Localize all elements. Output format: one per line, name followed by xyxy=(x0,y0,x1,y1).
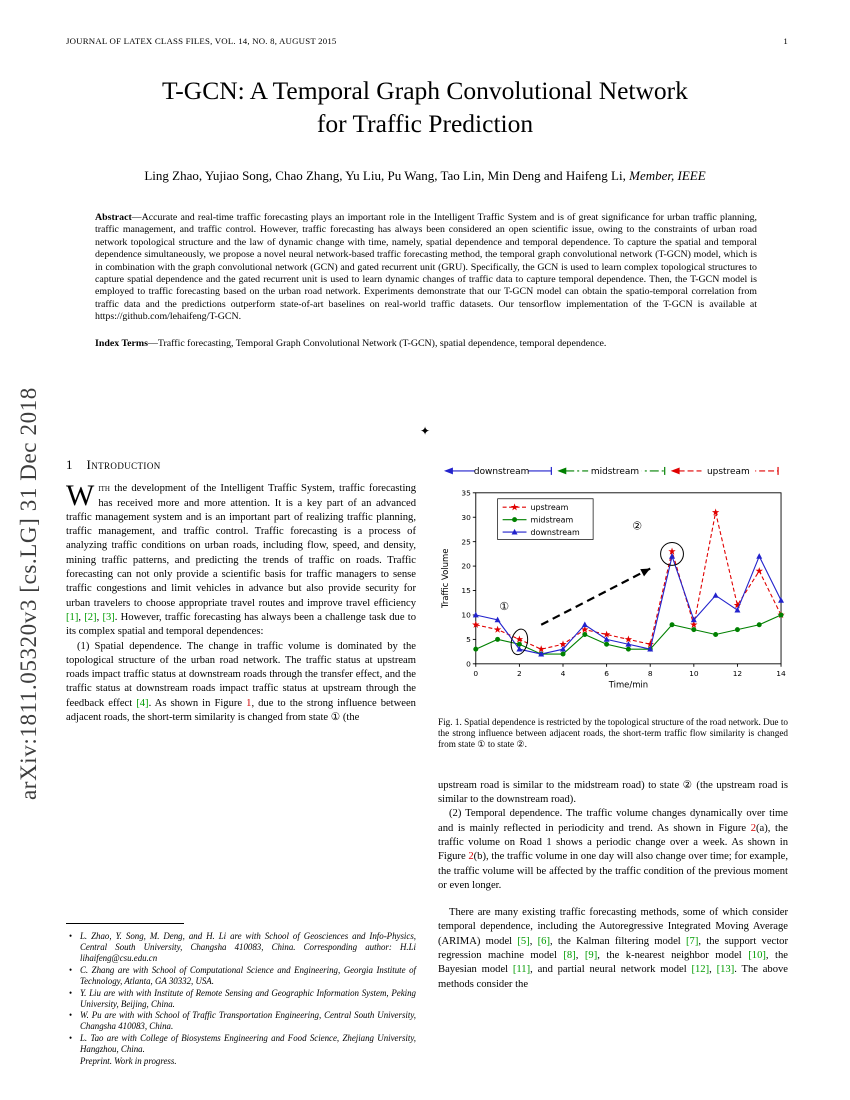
front-matter xyxy=(95,212,757,350)
citation-link[interactable]: [8] xyxy=(563,950,576,962)
svg-text:①: ① xyxy=(499,600,510,614)
index-terms xyxy=(95,338,757,350)
svg-text:2: 2 xyxy=(517,668,522,678)
figure-ref-link[interactable]: 1 xyxy=(246,697,252,709)
svg-text:0: 0 xyxy=(473,668,479,678)
text-segment: ith xyxy=(98,483,110,495)
svg-text:4: 4 xyxy=(560,668,566,678)
svg-text:upstream: upstream xyxy=(530,502,569,512)
svg-text:downstream: downstream xyxy=(473,466,530,477)
citation-link[interactable]: [3] xyxy=(102,611,115,623)
svg-text:14: 14 xyxy=(776,668,786,678)
diamond-separator: ✦ xyxy=(419,424,431,438)
svg-text:5: 5 xyxy=(466,634,471,644)
citation-link[interactable]: [1] xyxy=(66,611,79,623)
figure-ref-link[interactable]: 2 xyxy=(468,851,474,863)
svg-text:0: 0 xyxy=(466,659,471,669)
text-segment: —Traffic forecasting, Temporal Graph Convolutional Network (T-GCN), spatial dependence, temporal dependence. xyxy=(147,337,607,349)
text-segment: Member, IEEE xyxy=(629,168,706,183)
authors-line xyxy=(0,168,850,184)
text-segment: , xyxy=(709,964,717,976)
svg-text:Time/min: Time/min xyxy=(608,679,649,690)
citation-link[interactable]: [13] xyxy=(716,964,735,976)
svg-text:12: 12 xyxy=(732,668,743,678)
svg-text:midstream: midstream xyxy=(530,515,574,525)
citation-link[interactable]: [12] xyxy=(691,964,710,976)
text-segment: , the Kalman filtering model xyxy=(550,935,687,947)
text-segment: , and partial neural network model xyxy=(530,964,692,976)
text-segment: , xyxy=(96,611,103,623)
paper-title xyxy=(0,74,850,140)
svg-text:10: 10 xyxy=(461,610,471,620)
footnote-rule xyxy=(66,923,184,924)
text-segment: Ling Zhao, Yujiao Song, Chao Zhang, Yu Liu, Pu Wang, Tao Lin, Min Deng and Haifeng Li, xyxy=(144,168,630,183)
text-segment: , xyxy=(575,950,585,962)
running-header xyxy=(66,36,788,46)
svg-text:6: 6 xyxy=(604,668,609,678)
citation-link[interactable]: [7] xyxy=(686,935,699,947)
left-column xyxy=(66,455,416,1067)
section-heading-introduction xyxy=(66,458,416,472)
citation-link[interactable]: [2] xyxy=(84,611,97,623)
abstract xyxy=(95,212,757,324)
text-segment: Fig. 1. Spatial dependence is restricted by the topological structure of the road network. Due to the strong influence between adjacent roads, the short-term traffic flow similarity is changed from state ① to state ②. xyxy=(438,716,788,750)
text-segment: W xyxy=(66,479,95,513)
footnote-3: • Y. Liu are with with Institute of Remote Sensing and Geographic Information System, Peking University, Beijing, China. xyxy=(66,988,416,1010)
figure-ref-link[interactable]: 2 xyxy=(750,822,757,834)
svg-text:25: 25 xyxy=(461,537,471,547)
footnote-1: • L. Zhao, Y. Song, M. Deng, and H. Li are with School of Geosciences and Info-Physics, Central South University, Changsha 410083, China. Corresponding author: H.Li lihaifeng@csu.edu.cn xyxy=(66,931,416,964)
svg-text:20: 20 xyxy=(461,561,471,571)
text-segment: , the Bayesian model xyxy=(438,950,788,976)
text-segment: , xyxy=(529,935,538,947)
intro-paragraph-2 xyxy=(66,640,416,726)
footnote-5: • L. Tao are with College of Biosystems Engineering and Food Science, Zhejiang University, Hangzhou, China. xyxy=(66,1033,416,1055)
svg-text:30: 30 xyxy=(461,512,471,522)
citation-link[interactable]: [9] xyxy=(584,950,598,962)
section-number: 1 xyxy=(66,457,73,472)
text-segment: Index Terms xyxy=(95,337,148,349)
figure1-caption xyxy=(438,717,788,751)
citation-link[interactable]: [10] xyxy=(748,950,766,962)
text-segment: (b), the traffic volume in one day will also change over time; for example, the traffic volume will be affected by the traffic condition of the previous moment or even longer. xyxy=(438,851,788,891)
text-segment: . As shown in Figure xyxy=(148,697,247,709)
preprint-note: Preprint. Work in progress. xyxy=(80,1056,177,1067)
right-paragraph-3 xyxy=(438,906,788,992)
text-segment: , due to the strong influence between adjacent roads, the short-term similarity is changed from state ① (the xyxy=(66,697,416,724)
right-column xyxy=(438,455,788,1067)
text-segment: (1) Spatial dependence. The change in traffic volume is dominated by the topological structure of the urban road network. The traffic status at upstream roads impact traffic status at downstream roads through the transfer effect, and the traffic status at downstream roads impact traffic status at upstream through the feedback effect xyxy=(66,640,416,709)
svg-text:midstream: midstream xyxy=(590,466,640,477)
section-title: Introduction xyxy=(86,457,161,472)
citation-link[interactable]: [5] xyxy=(517,935,530,947)
text-segment: , xyxy=(78,611,85,623)
text-segment: , the k-nearest neighbor model xyxy=(597,950,749,962)
text-segment: , the support vector regression machine model xyxy=(438,935,788,962)
svg-text:15: 15 xyxy=(461,586,471,596)
text-segment: Abstract xyxy=(95,212,132,223)
citation-link[interactable]: [4] xyxy=(136,697,149,709)
svg-text:35: 35 xyxy=(461,488,471,498)
text-segment: upstream road is similar to the midstream road) to state ② (the upstream road is similar to the downstream road). xyxy=(438,779,788,806)
svg-text:downstream: downstream xyxy=(530,527,580,537)
text-segment: —Accurate and real-time traffic forecasting plays an important role in the Intelligent Traffic System and is of great significance for urban traffic planning, traffic management, and traffic control. However, traffic forecasting has always been considered an open scientific issue, owing to the constraints of urban road network topological structure and the law of dynamic change with time, namely, spatial dependence and temporal dependence. To capture the spatial and temporal dependence simultaneously, we propose a novel neural network-based traffic forecasting method, the temporal graph convolutional network (T-GCN) model, which is in combination with the graph convolutional network (GCN) and gated recurrent unit (GRU). Specifically, the GCN is used to learn complex topological structures to capture spatial dependence and the gated recurrent unit is used to learn dynamic changes of traffic data to capture temporal dependence. Then, the T-GCN model is employed to traffic forecasting based on the urban road network. Experiments demonstrate that our T-GCN model can obtain the spatio-temporal correlation from traffic data and the predictions outperform state-of-art baselines on real-world traffic datasets. Our tensorflow implementation of the T-GCN is available at https://github.com/lehaifeng/T-GCN. xyxy=(95,212,757,323)
svg-text:Traffic Volume: Traffic Volume xyxy=(439,548,450,609)
right-paragraph-1 xyxy=(438,779,788,808)
footnote-4: • W. Pu are with with School of Traffic Transportation Engineering, Central South University, Changsha 410083, China. xyxy=(66,1010,416,1032)
text-segment: the development of the Intelligent Traffic System, traffic forecasting has received more and more attention. It is a key part of an advanced traffic management system and is an important part of realizing traffic planning, traffic management, and traffic control. Traffic forecasting is a process of analyzing traffic conditions on urban roads, including flow, speed, and density, mining traffic patterns, and predicting the trends of traffic on roads. Traffic forecasting can not only provide a scientific basis for traffic managers to sense traffic congestions and limit vehicles in advance but also provide security for urban travelers to choose appropriate travel routes and improve travel efficiency xyxy=(66,483,416,609)
journal-name: JOURNAL OF LATEX CLASS FILES, VOL. 14, NO. 8, AUGUST 2015 xyxy=(66,36,337,46)
text-segment: (a), the traffic volume on Road 1 shows a periodic change over a week. As shown in Figure xyxy=(438,822,788,863)
right-paragraph-2 xyxy=(438,807,788,893)
svg-text:8: 8 xyxy=(647,668,653,678)
citation-link[interactable]: [11] xyxy=(512,964,531,976)
citation-link[interactable]: [6] xyxy=(537,935,550,947)
svg-text:upstream: upstream xyxy=(707,466,750,477)
arxiv-watermark: arXiv:1811.05320v3 [cs.LG] 31 Dec 2018 xyxy=(16,387,41,800)
text-segment: (2) Temporal dependence. The traffic volume changes dynamically over time and is mainly reflected in periodicity and trend. As shown in Figure xyxy=(438,808,788,834)
paper-title-text: T-GCN: A Temporal Graph Convolutional Network for Traffic Prediction xyxy=(162,76,688,139)
text-segment: There are many existing traffic forecasting methods, some of which consider temporal dependence, including the Autoregressive Integrated Moving Average (ARIMA) model xyxy=(438,907,788,947)
text-segment: . However, traffic forecasting has always been a challenge task due to its complex spatial and temporal dependences: xyxy=(66,611,416,638)
figure-1 xyxy=(438,459,788,751)
footnotes-block xyxy=(66,923,416,1067)
figure1-traffic-chart xyxy=(438,459,788,710)
page-number: 1 xyxy=(783,36,788,46)
two-column-body xyxy=(66,455,788,1067)
text-segment: . The above methods consider the xyxy=(438,964,789,990)
footnote-2: • C. Zhang are with School of Computational Science and Engineering, Georgia Institute of Technology, Atlanta, GA 30332, USA. xyxy=(66,965,416,987)
svg-text:②: ② xyxy=(632,519,643,533)
svg-text:10: 10 xyxy=(689,668,699,678)
intro-paragraph-1 xyxy=(66,479,416,639)
